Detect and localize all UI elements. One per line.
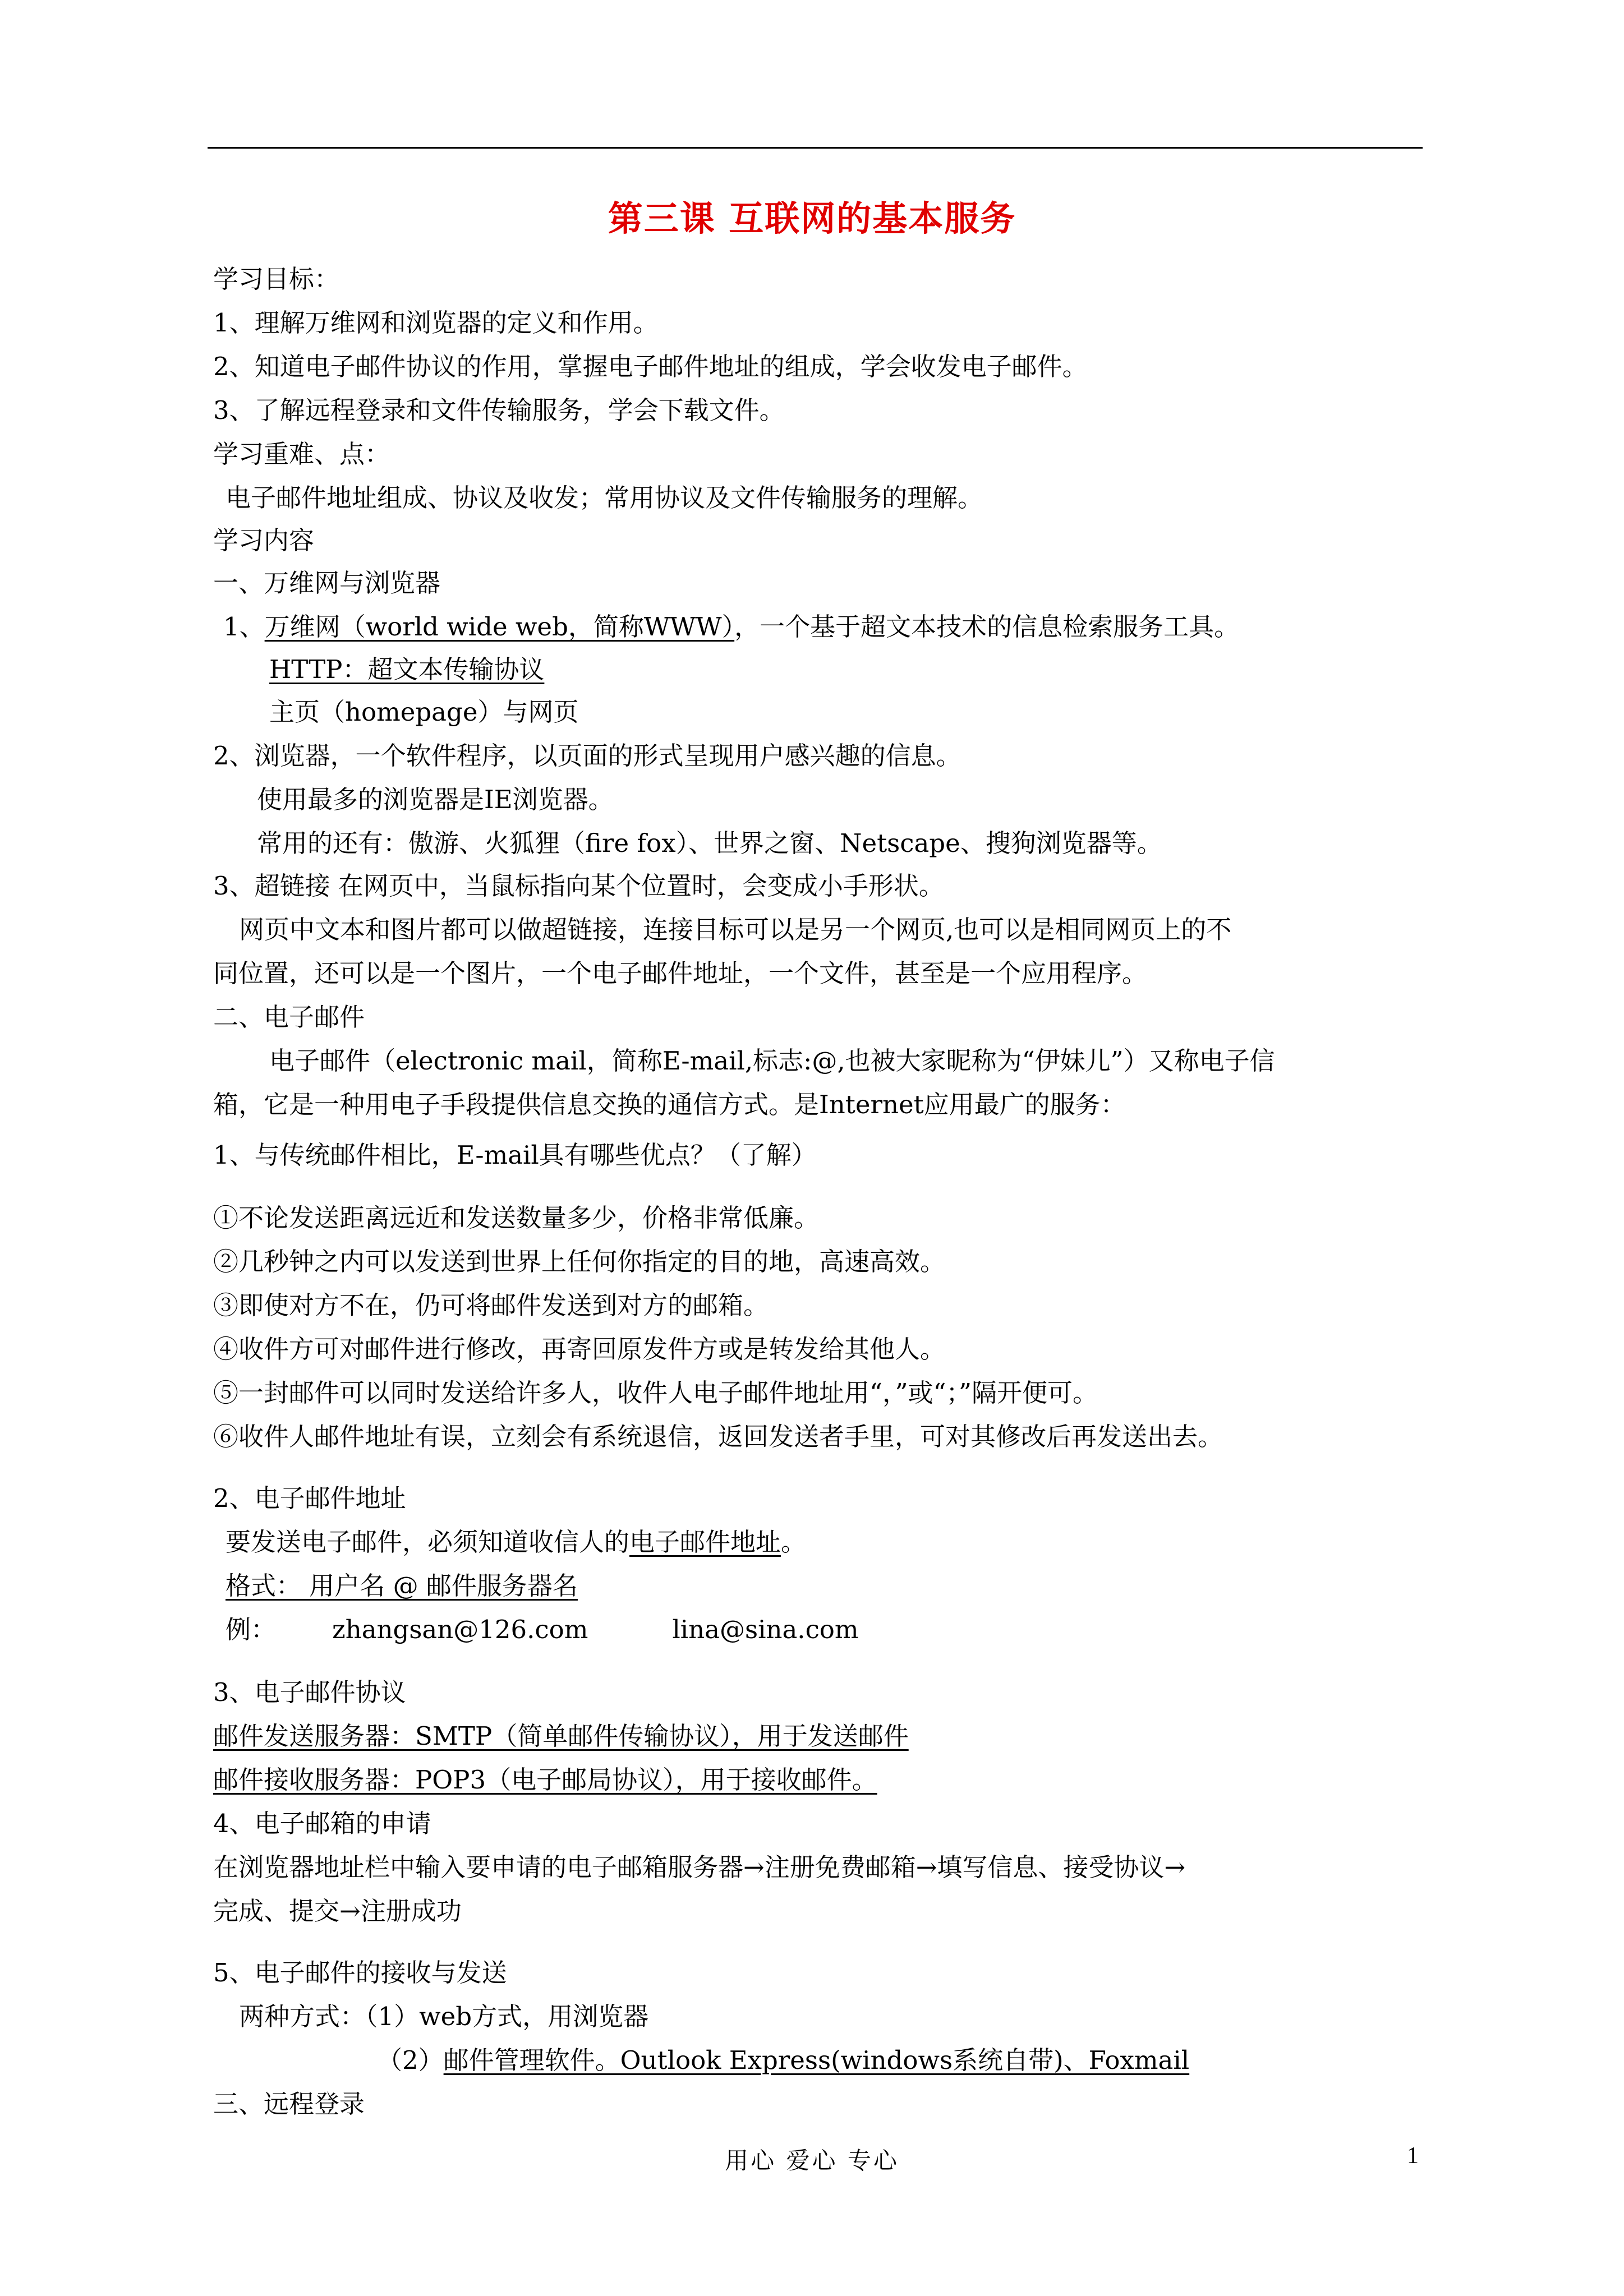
text-line: 完成、提交→注册成功 (213, 1896, 462, 1926)
text-line: ⑥收件人邮件地址有误，立刻会有系统退信，返回发送者手里，可对其修改后再发送出去。 (213, 1422, 1223, 1451)
text-line: ①不论发送距离远近和发送数量多少，价格非常低廉。 (213, 1203, 820, 1233)
text-fragment: 要发送电子邮件，必须知道收信人的 (226, 1527, 630, 1557)
text-line: 2、浏览器，一个软件程序，以页面的形式呈现用户感兴趣的信息。 (213, 741, 961, 771)
text-fragment: 例： (226, 1615, 277, 1644)
header-rule (208, 147, 1423, 149)
list-marker: 1、 (223, 612, 265, 642)
email-example: zhangsan@126.com (332, 1615, 588, 1644)
text-line (269, 653, 544, 686)
text-line: 学习目标： (213, 264, 340, 294)
text-line: 常用的还有：傲游、火狐狸（fire fox）、世界之窗、Netscape、搜狗浏览器等。 (257, 828, 1162, 858)
underlined-term: 格式： 用户名 @ 邮件服务器名 (226, 1571, 578, 1601)
text-fragment: （2） (377, 2045, 444, 2075)
text-line: ②几秒钟之内可以发送到世界上任何你指定的目的地，高速高效。 (213, 1247, 946, 1276)
text-line (213, 1719, 909, 1753)
text-line: 3、超链接 在网页中，当鼠标指向某个位置时，会变成小手形状。 (213, 871, 944, 901)
text-line (377, 2044, 1189, 2077)
text-line (226, 1569, 578, 1603)
text-line: 3、电子邮件协议 (213, 1677, 406, 1707)
text-line: 在浏览器地址栏中输入要申请的电子邮箱服务器→注册免费邮箱→填写信息、接受协议→ (213, 1852, 1186, 1882)
text-line: ④收件方可对邮件进行修改，再寄回原发件方或是转发给其他人。 (213, 1334, 946, 1364)
underlined-term: 电子邮件地址 (629, 1527, 781, 1557)
text-line (213, 1763, 877, 1797)
page-title: 第三课 互联网的基本服务 (608, 198, 1016, 239)
text-line: 二、电子邮件 (213, 1002, 365, 1032)
underlined-term: 万维网（world wide web，简称WWW） (264, 612, 735, 642)
text-line: 1、理解万维网和浏览器的定义和作用。 (213, 308, 659, 338)
underlined-term: 邮件接收服务器：POP3（电子邮局协议），用于接收邮件。 (213, 1765, 877, 1795)
text-line: 2、电子邮件地址 (213, 1483, 406, 1513)
text-line: ③即使对方不在，仍可将邮件发送到对方的邮箱。 (213, 1290, 769, 1320)
text-line: 5、电子邮件的接收与发送 (213, 1958, 507, 1988)
text-line: 箱，它是一种用电子手段提供信息交换的通信方式。是Internet应用最广的服务： (213, 1090, 1126, 1119)
text-line: 两种方式：（1）web方式，用浏览器 (239, 2002, 649, 2031)
underlined-term: 邮件管理软件。Outlook Express(windows系统自带)、Foxmail (443, 2045, 1190, 2075)
text-line: 主页（homepage）与网页 (269, 697, 579, 727)
text-line: 同位置，还可以是一个图片，一个电子邮件地址，一个文件，甚至是一个应用程序。 (213, 958, 1148, 988)
underlined-term: HTTP：超文本传输协议 (269, 654, 545, 684)
text-line: 网页中文本和图片都可以做超链接，连接目标可以是另一个网页,也可以是相同网页上的不 (239, 915, 1232, 944)
text-line: 使用最多的浏览器是IE浏览器。 (257, 785, 614, 814)
page-number: 1 (1407, 2143, 1419, 2169)
text-line: 3、了解远程登录和文件传输服务，学会下载文件。 (213, 395, 785, 425)
text-line: 一、万维网与浏览器 (213, 568, 441, 598)
text-line: 4、电子邮箱的申请 (213, 1809, 431, 1838)
text-line (223, 610, 1239, 644)
text-line: 学习重难、点： (213, 439, 390, 469)
text-fragment: ，一个基于超文本技术的信息检索服务工具。 (734, 612, 1240, 642)
text-line: 2、知道电子邮件协议的作用，掌握电子邮件地址的组成，学会收发电子邮件。 (213, 352, 1088, 381)
text-line: 学习内容 (213, 525, 315, 555)
text-line (226, 1613, 859, 1647)
text-line: ⑤一封邮件可以同时发送给许多人，收件人电子邮件地址用“，”或“；”隔开便可。 (213, 1378, 1098, 1408)
email-example: lina@sina.com (672, 1615, 859, 1644)
text-line: 电子邮件（electronic mail，简称E-mail,标志:@,也被大家昵称为“伊妹儿”）又称电子信 (269, 1046, 1275, 1076)
text-line: 三、远程登录 (213, 2089, 365, 2119)
footer-slogan: 用心 爱心 专心 (725, 2147, 899, 2174)
text-line: 1、与传统邮件相比，E-mail具有哪些优点？（了解） (213, 1140, 817, 1170)
text-line: 电子邮件地址组成、协议及收发；常用协议及文件传输服务的理解。 (226, 483, 983, 513)
text-fragment: 。 (781, 1527, 807, 1557)
text-line (226, 1525, 806, 1559)
underlined-term: 邮件发送服务器：SMTP（简单邮件传输协议），用于发送邮件 (213, 1721, 909, 1751)
